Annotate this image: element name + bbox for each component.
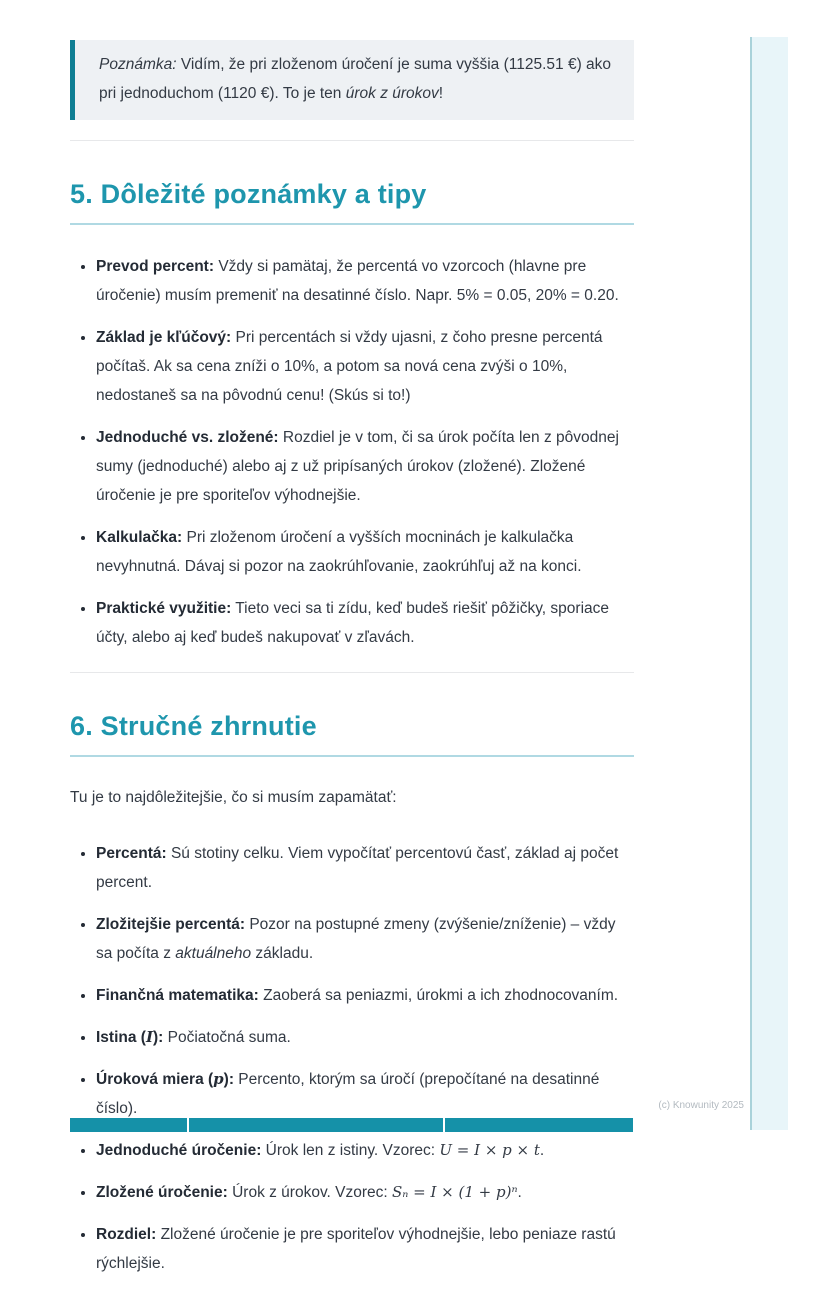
text-segment: . — [517, 1184, 522, 1201]
text-segment: I — [145, 1028, 153, 1046]
text-segment: Počiatočná suma. — [163, 1029, 291, 1046]
page-edge-strip[interactable] — [750, 37, 788, 1130]
text-segment: Finančná matematika: — [96, 987, 259, 1004]
section-divider — [70, 140, 634, 141]
page-break-bar-segment — [445, 1118, 633, 1132]
text-segment: Zaoberá sa peniazmi, úrokmi a ich zhodnocovaním. — [258, 987, 619, 1004]
note-callout — [70, 40, 634, 120]
bullet-item — [96, 839, 634, 897]
section-divider — [70, 672, 634, 673]
bullet-item — [96, 423, 634, 510]
text-segment: Poznámka: — [99, 56, 177, 73]
text-segment: Praktické využitie: — [96, 600, 232, 617]
section-6-bullet-list — [70, 839, 634, 1278]
text-segment: ): — [223, 1071, 234, 1088]
text-segment: Vidím, že pri zloženom úročení je suma vyššia (1125.51 €) ako pri jednoduchom (1120 €). To je ten — [99, 56, 612, 102]
text-segment: Istina ( — [96, 1029, 146, 1046]
note-text — [99, 56, 611, 102]
text-segment: úrok z úrokov — [345, 85, 439, 102]
bullet-item — [96, 1023, 634, 1052]
section-5 — [70, 179, 634, 652]
text-segment: Úrok len z istiny. Vzorec: — [261, 1142, 440, 1159]
text-segment: Sú stotiny celku. Viem vypočítať percentovú časť, základ aj počet percent. — [96, 845, 619, 891]
text-segment: Percentá: — [96, 845, 167, 862]
section-6 — [70, 711, 634, 1278]
text-segment: Vždy si pamätaj, že percentá vo vzorcoch (hlavne pre úročenie) musím premeniť na desatinné číslo. Napr. 5% = 0.05, 20% = 0.20. — [96, 258, 619, 304]
bullet-item — [96, 523, 634, 581]
bullet-item — [96, 981, 634, 1010]
text-segment: Pozor na postupné zmeny (zvýšenie/zníženie) – vždy sa počíta z — [96, 916, 616, 962]
text-segment: p — [213, 1070, 224, 1088]
text-segment: Rozdiel je v tom, či sa úrok počíta len z pôvodnej sumy (jednoduché) alebo aj z už pripísaných úrokov (zložené). Zložené úročenie je pre sporiteľov výhodnejšie. — [96, 429, 619, 504]
text-segment: Úrok z úrokov. Vzorec: — [227, 1184, 393, 1201]
text-segment: Sₙ = I × (1 + p)ⁿ — [392, 1183, 518, 1201]
section-6-title: 6. Stručné zhrnutie — [70, 711, 634, 757]
text-segment: ! — [438, 85, 444, 102]
bullet-item — [96, 1065, 634, 1123]
text-segment: U = I × p × t — [439, 1141, 540, 1159]
section-5-title: 5. Dôležité poznámky a tipy — [70, 179, 634, 225]
bullet-item — [96, 594, 634, 652]
text-segment: Zložené úročenie: — [96, 1184, 228, 1201]
section-6-intro: Tu je to najdôležitejšie, čo si musím zapamätať: — [70, 789, 397, 806]
text-segment: základu. — [251, 945, 314, 962]
bullet-item — [96, 1136, 634, 1165]
bullet-item — [96, 910, 634, 968]
text-segment: Percento, ktorým sa úročí (prepočítané na desatinné číslo). — [96, 1071, 600, 1117]
page-break-bar-segment — [189, 1118, 443, 1132]
text-segment: Pri percentách si vždy ujasni, z čoho presne percentá počítaš. Ak sa cena zníži o 10%, a potom sa nová cena zvýši o 10%, nedostaneš sa na pôvodnú cenu! (Skús si to!) — [96, 329, 603, 404]
section-5-bullet-list — [70, 252, 634, 652]
page-break-bar — [70, 1118, 633, 1132]
copyright-credit: (c) Knowunity 2025 — [658, 1100, 744, 1111]
text-segment: ): — [152, 1029, 164, 1046]
text-segment: Úroková miera ( — [96, 1071, 214, 1088]
page-break-bar-segment — [70, 1118, 187, 1132]
text-segment: . — [539, 1142, 545, 1159]
text-segment: Pri zloženom úročení a vyšších mocninách je kalkulačka nevyhnutná. Dávaj si pozor na zaokrúhľovanie, zaokrúhľuj až na konci. — [96, 529, 582, 575]
text-segment: Kalkulačka: — [96, 529, 183, 546]
text-segment: aktuálneho — [175, 945, 252, 962]
bullet-item — [96, 1178, 634, 1207]
text-segment: Zložené úročenie je pre sporiteľov výhodnejšie, lebo peniaze rastú rýchlejšie. — [96, 1226, 616, 1272]
document-page — [70, 0, 634, 1291]
text-segment: Základ je kľúčový: — [96, 329, 232, 346]
bullet-item — [96, 323, 634, 410]
text-segment: Tieto veci sa ti zídu, keď budeš riešiť pôžičky, sporiace účty, alebo aj keď budeš nakupovať v zľavách. — [96, 600, 610, 646]
bullet-item — [96, 252, 634, 310]
text-segment: Zložitejšie percentá: — [96, 916, 246, 933]
text-segment: Jednoduché úročenie: — [96, 1142, 262, 1159]
text-segment: Jednoduché vs. zložené: — [96, 429, 279, 446]
text-segment: Prevod percent: — [96, 258, 215, 275]
text-segment: Rozdiel: — [96, 1226, 157, 1243]
bullet-item — [96, 1220, 634, 1278]
